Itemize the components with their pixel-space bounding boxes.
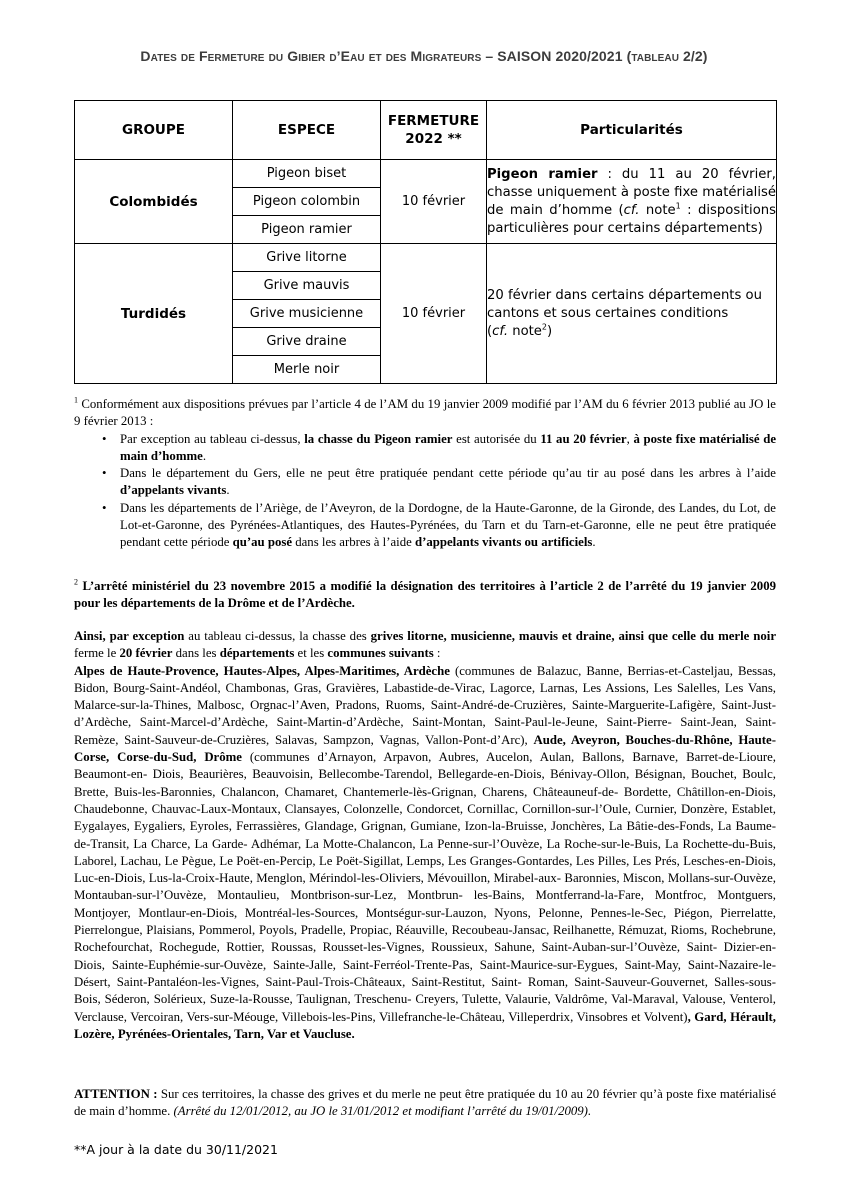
- update-note: **A jour à la date du 30/11/2021: [74, 1142, 278, 1157]
- species-cell: Pigeon biset: [233, 160, 381, 188]
- exception-text-bold: 20 février: [119, 646, 173, 661]
- exception-text: ferme le: [74, 646, 120, 661]
- list-text-bold: la chasse du Pigeon ramier: [304, 431, 453, 446]
- list-text: Dans le département du Gers, elle ne peut être pratiquée pendant cette période qu’au tir au posé dans les arbres à l’aide: [120, 466, 776, 481]
- footnote-1-intro: [74, 396, 776, 431]
- list-text: dans les arbres à l’aide: [292, 535, 415, 550]
- closing-dates-table: [74, 100, 777, 384]
- commune-list: (communes d’Arnayon, Arpavon, Aubres, Aucelon, Aulan, Ballons, Barnave, Barret-de-Lioure, Beaumont-en- Diois, Beaurières, Beauvoisin, Bellecombe-Tarendol, Bellegarde-en-Diois, Bénivay-Ollon, Bésignan, Bouchet, Boulc, Brette, Buis-les-Baronnies, Chalancon, Chamaret, Chantemerle-lès-Grignan, Charens, Châteauneuf-de- Bordette, Châtillon-en-Diois, Chaudebonne, Chauvac-Laux-Montaux, Clansayes, Colonzelle, Condorcet, Cornillac, Cornillon-sur-l’Oule, Curnier, Donzère, Establet, Eygalayes, Eygaliers, Eyroles, Ferrassières, Glandage, Grignan, Gumiane, Izon-la-Bruisse, Jonchères, La Bâtie-des-Fonds, La Baume-de-Transit, La Charce, La Garde- Adhémar, La Motte-Chalancon, La Penne-sur-l’Ouvèze, La Roche-sur-le-Buis, La Rochette-du-Buis, Laborel, Lachau, Le Pègue, Le Poët-en-Percip, Le Poët-Sigillat, Lemps, Les Granges-Gontardes, Les Pilles, Les Prés, Lesches-en-Diois, Luc-en-Diois, Lus-la-Croix-Haute, Menglon, Mérindol-les-Oliviers, Mévouillon, Mirabel-aux- Baronnies, Miscon, Mollans-sur-Ouvèze, Montauban-sur-l’Ouvèze, Montaulieu, Montbrison-sur-Lez, Montbrun- les-Bains, Montferrand-la-Fare, Montfroc, Montguers, Montjoyer, Montlaur-en-Diois, Montréal-les-Sources, Montségur-sur-Lauzon, Nyons, Pelonne, Pennes-le-Sec, Piégon, Pierrelatte, Pierrelongue, Plaisians, Pommerol, Poyols, Pradelle, Propiac, Réauville, Recoubeau-Jansac, Reilhanette, Rémuzat, Rioms, Rochebrune, Rochefourchat, Rochegude, Rottier, Roussas, Rousset-les-Vignes, Roussieux, Sahune, Saint-Auban-sur-l’Ouvèze, Saint- Dizier-en-Diois, Sainte-Euphémie-sur-Ouvèze, Sainte-Jalle, Saint-Ferréol-Trente-Pas, Saint-Maurice-sur-Eygues, Saint-May, Saint-Nazaire-le-Désert, Saint-Pantaléon-les-Vignes, Saint-Paul-Trois-Châteaux, Saint-Restitut, Saint- Roman, Saint-Sauveur-Gouvernet, Salles-sous-Bois, Séderon, Solérieux, Suze-la-Rousse, Taulignan, Treschenu- Creyers, Tulette, Valaurie, Valdrôme, Val-Maraval, Valouse, Venterol, Verclause, Vercoiran, Vers-sur-Méouge, Villebois-les-Pins, Villefranche-le-Château, Villeperdrix, Vinsobres et Volvent): [74, 750, 776, 1024]
- group-cell-colombides: Colombidés: [75, 160, 233, 244]
- exception-text-bold: Ainsi, par exception: [74, 629, 185, 643]
- exception-text: dans les: [172, 646, 220, 661]
- header-particularites: Particularités: [487, 101, 777, 160]
- species-cell: Grive draine: [233, 328, 381, 356]
- table-row: [75, 160, 777, 188]
- list-text-bold: d’appelants vivants: [120, 483, 227, 498]
- list-text: .: [202, 448, 207, 463]
- exception-paragraph: [74, 628, 776, 1043]
- department-list: , Gard, Hérault, Lozère, Pyrénées-Orientales, Tarn, Var et Vaucluse.: [74, 1009, 776, 1041]
- species-highlight: Pigeon ramier: [487, 166, 598, 182]
- note-text: ): [547, 323, 553, 339]
- header-fermeture-line2: 2022 **: [405, 131, 462, 147]
- particularites-cell-colombides: [487, 160, 777, 244]
- group-cell-turdides: Turdidés: [75, 244, 233, 384]
- species-cell: Grive musicienne: [233, 300, 381, 328]
- table-header-row: [75, 101, 777, 160]
- footnote-number: 2: [74, 577, 78, 587]
- note-text: (: [487, 323, 493, 339]
- species-cell: Pigeon colombin: [233, 188, 381, 216]
- list-text: Par exception au tableau ci-dessus,: [120, 431, 305, 446]
- bullet-icon: •: [102, 466, 107, 481]
- table-row: [75, 244, 777, 272]
- header-espece: ESPECE: [233, 101, 381, 160]
- list-text: .: [592, 535, 596, 550]
- attention-label: ATTENTION :: [74, 1087, 158, 1101]
- footnote-ref: 2: [541, 322, 548, 332]
- note-text: : dispositions particulières pour certains départements): [487, 202, 777, 236]
- exception-text: au tableau ci-dessus, la chasse des: [184, 629, 371, 643]
- exception-text: et les: [294, 646, 328, 661]
- footnote-1: [74, 396, 776, 552]
- species-cell: Grive litorne: [233, 244, 381, 272]
- list-text-bold: 11 au 20 février: [540, 431, 627, 446]
- note-cf: cf.: [623, 202, 640, 218]
- list-item: [74, 431, 776, 466]
- exception-text-bold: communes suivants: [327, 646, 434, 661]
- closing-date-cell: 10 février: [381, 160, 487, 244]
- species-cell: Merle noir: [233, 356, 381, 384]
- list-text: ,: [626, 431, 634, 446]
- particularites-cell-turdides: [487, 244, 777, 384]
- bullet-icon: •: [102, 431, 107, 446]
- species-cell: Grive mauvis: [233, 272, 381, 300]
- footnote-text: Conformément aux dispositions prévues par l’article 4 de l’AM du 19 janvier 2009 modifié par l’AM du 6 février 2013 publié au JO le 9 février 2013 :: [74, 397, 776, 429]
- footnote-2: [74, 578, 776, 613]
- header-fermeture-line1: FERMETURE: [387, 113, 480, 129]
- list-text-bold: qu’au posé: [232, 535, 293, 550]
- note-text: note: [508, 323, 542, 339]
- note-text: note: [639, 202, 676, 218]
- footnote-number: 1: [74, 395, 78, 405]
- note-cf: cf.: [492, 323, 509, 339]
- list-text-bold: à poste fixe matérialisé de main d’homme: [120, 431, 777, 463]
- note-text: : du 11 au 20 février, chasse uniquement à poste fixe matérialisé de main d’homme (: [487, 166, 776, 218]
- note-text: 20 février dans certains départements ou cantons et sous certaines conditions: [487, 287, 762, 321]
- attention-reference: (Arrêté du 12/01/2012, au JO le 31/01/2012 et modifiant l’arrêté du 19/01/2009).: [173, 1104, 592, 1119]
- footnote-1-list: [74, 431, 776, 552]
- department-list: Alpes de Haute-Provence, Hautes-Alpes, Alpes-Maritimes, Ardèche: [74, 663, 450, 678]
- list-text: est autorisée du: [452, 431, 541, 446]
- list-text: Dans les départements de l’Ariège, de l’Aveyron, de la Dordogne, de la Haute-Garonne, de la Gironde, des Landes, du Lot, de Lot-et-Garonne, des Pyrénées-Atlantiques, des Hautes-Pyrénées, du Tarn et du Tarn-et-Garonne, elle ne peut être pratiquée pendant cette période: [120, 500, 776, 550]
- closing-date-cell: 10 février: [381, 244, 487, 384]
- list-text: .: [226, 483, 230, 498]
- list-text-bold: d’appelants vivants ou artificiels: [414, 535, 593, 550]
- commune-list: (communes de Balazuc, Banne, Berrias-et-Casteljau, Bessas, Bidon, Bourg-Saint-Andéol, Chambonas, Gras, Gravières, Labastide-de-Virac, Lagorce, Larnas, Les Assions, Les Salelles, Les Vans, Malarce-sur-la-Thines, Malbosc, Orgnac-l’Aven, Pradons, Ruoms, Saint-André-de-Cruzières, Sainte-Marguerite-Lafigère, Saint-Just- d’Ardèche, Saint-Marcel-d’Ardèche, Saint-Martin-d’Ardèche, Saint-Montan, Saint-Paul-le-Jeune, Saint-Pierre- Saint-Jean, Saint-Remèze, Saint-Sauveur-de-Cruzières, Salavas, Sampzon, Vagnas, Vallon-Pont-d’Arc),: [74, 663, 776, 747]
- exception-text-bold: grives litorne, musicienne, mauvis et draine, ainsi que celle du merle noir: [370, 629, 776, 643]
- document-title: Dates de Fermeture du Gibier d’Eau et des Migrateurs – SAISON 2020/2021 (tableau 2/2): [140, 48, 708, 64]
- bullet-icon: •: [102, 500, 107, 515]
- header-groupe: GROUPE: [75, 101, 233, 160]
- attention-text: Sur ces territoires, la chasse des grives et du merle ne peut être pratiquée du 10 au 20 février qu’à poste fixe matérialisé de main d’homme.: [74, 1087, 777, 1119]
- exception-text: :: [433, 646, 441, 661]
- header-fermeture: [381, 101, 487, 160]
- species-cell: Pigeon ramier: [233, 216, 381, 244]
- attention-paragraph: [74, 1086, 776, 1121]
- footnote-ref: 1: [675, 201, 681, 211]
- list-item: [74, 500, 776, 552]
- department-list: Aude, Aveyron, Bouches-du-Rhône, Haute-Corse, Corse-du-Sud, Drôme: [74, 732, 776, 765]
- footnote-text: L’arrêté ministériel du 23 novembre 2015 a modifié la désignation des territoires à l’article 2 de l’arrêté du 19 janvier 2009 pour les départements de la Drôme et de l’Ardèche.: [74, 579, 776, 611]
- exception-text-bold: départements: [219, 646, 295, 661]
- list-item: [74, 465, 776, 500]
